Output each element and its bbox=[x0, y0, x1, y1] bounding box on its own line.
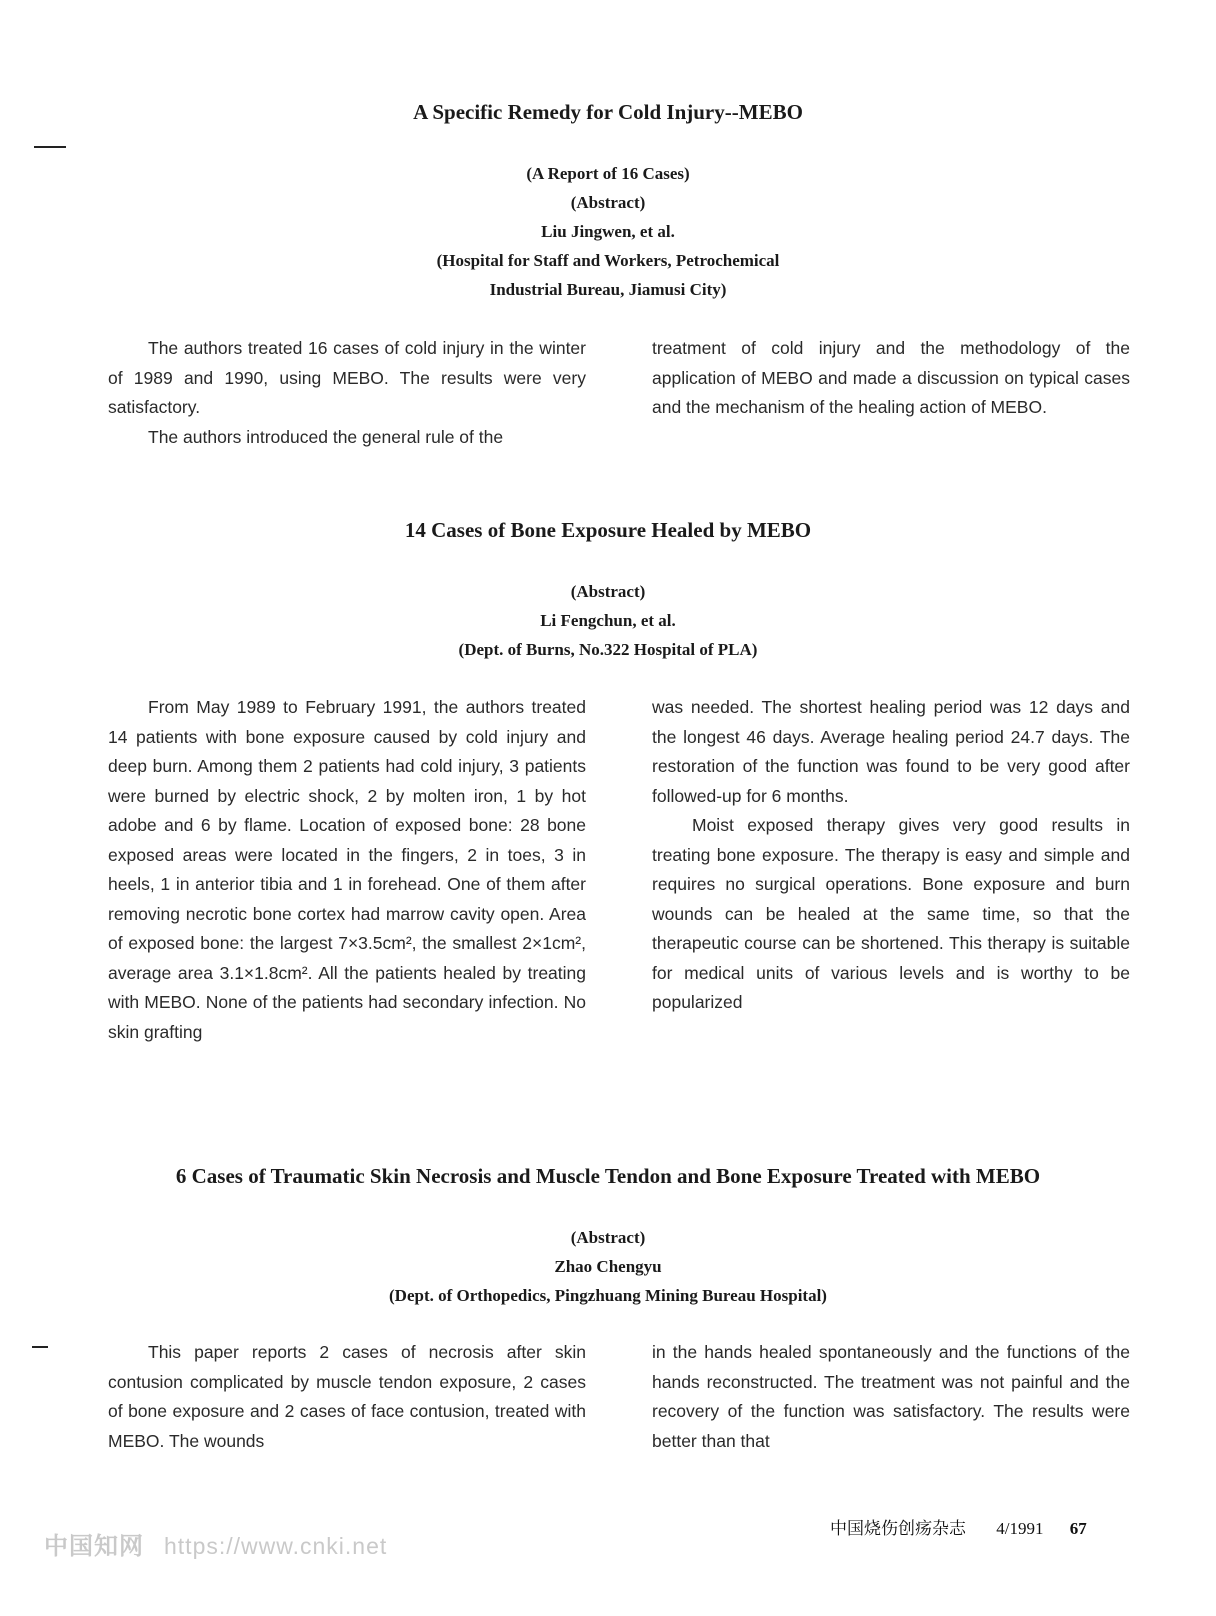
article-2-meta bbox=[0, 577, 1216, 664]
article-2-title: 14 Cases of Bone Exposure Healed by MEBO bbox=[404, 518, 812, 542]
page-number: 67 bbox=[1069, 1519, 1087, 1538]
article-1-right-column bbox=[652, 334, 1130, 423]
article-2-left-column bbox=[108, 693, 586, 1047]
article-1-author: Liu Jingwen, et al. bbox=[541, 222, 675, 241]
article-1-subtitle: (A Report of 16 Cases) bbox=[526, 164, 690, 183]
article-2-abstract-label: (Abstract) bbox=[570, 582, 646, 601]
issue-number: 4/1991 bbox=[996, 1519, 1044, 1538]
article-1-meta bbox=[0, 159, 1216, 304]
article-3-author: Zhao Chengyu bbox=[554, 1257, 662, 1276]
article-1-abstract-label: (Abstract) bbox=[570, 193, 646, 212]
article-1-affiliation-2: Industrial Bureau, Jiamusi City) bbox=[489, 280, 727, 299]
article-3-paragraph: This paper reports 2 cases of necrosis after skin contusion complicated by muscle tendon exposure, 2 cases of bone exposure and 2 cases of face contusion, treated with MEBO. The wounds bbox=[108, 1342, 586, 1451]
article-1-affiliation: (Hospital for Staff and Workers, Petrochemical bbox=[436, 251, 780, 270]
article-1-paragraph: The authors treated 16 cases of cold injury in the winter of 1989 and 1990, using MEBO. The results were very satisfactory. bbox=[108, 338, 586, 417]
article-1-title: A Specific Remedy for Cold Injury--MEBO bbox=[413, 100, 803, 124]
article-2-right-column bbox=[652, 693, 1130, 1018]
article-3-title: 6 Cases of Traumatic Skin Necrosis and Muscle Tendon and Bone Exposure Treated with MEBO bbox=[175, 1164, 1041, 1188]
cnki-url: https://www.cnki.net bbox=[164, 1533, 388, 1559]
page-footer bbox=[830, 1514, 1160, 1539]
article-2-affiliation: (Dept. of Burns, No.322 Hospital of PLA) bbox=[458, 640, 758, 659]
article-3-right-column bbox=[652, 1338, 1130, 1456]
article-1-paragraph: treatment of cold injury and the methodology of the application of MEBO and made a discussion on typical cases and the mechanism of the healing action of MEBO. bbox=[652, 338, 1130, 417]
margin-mark bbox=[34, 146, 66, 148]
article-1-left-column bbox=[108, 334, 586, 452]
article-2-paragraph: From May 1989 to February 1991, the authors treated 14 patients with bone exposure caused by cold injury and deep burn. Among them 2 patients had cold injury, 3 patients were burned by electric shock, 2 by molten iron, 1 by hot adobe and 6 by flame. Location of exposed bone: 28 bone exposed areas were located in the fingers, 2 in toes, 3 in heels, 1 in anterior tibia and 1 in forehead. One of them after removing necrotic bone cortex had marrow cavity open. Area of exposed bone: the largest 7×3.5cm², the smallest 2×1cm², average area 3.1×1.8cm². All the patients healed by treating with MEBO. None of the patients had secondary infection. No skin grafting bbox=[108, 697, 586, 1042]
margin-mark bbox=[32, 1346, 48, 1348]
article-2-author: Li Fengchun, et al. bbox=[540, 611, 676, 630]
article-2-paragraph: was needed. The shortest healing period was 12 days and the longest 46 days. Average healing period 24.7 days. The restoration of the function was found to be very good after followed-up for 6 months. bbox=[652, 697, 1130, 806]
article-3-abstract-label: (Abstract) bbox=[570, 1228, 646, 1247]
cnki-watermark bbox=[44, 1526, 387, 1561]
article-3-left-column bbox=[108, 1338, 586, 1456]
article-2-paragraph: Moist exposed therapy gives very good results in treating bone exposure. The therapy is easy and simple and requires no surgical operations. Bone exposure and burn wounds can be healed at the same time, so that the therapeutic course can be shortened. This therapy is suitable for medical units of various levels and is worthy to be popularized bbox=[652, 815, 1130, 1012]
article-3-paragraph: in the hands healed spontaneously and the functions of the hands reconstructed. The treatment was not painful and the recovery of the function was satisfactory. The results were better than that bbox=[652, 1342, 1130, 1451]
article-3-affiliation: (Dept. of Orthopedics, Pingzhuang Mining Bureau Hospital) bbox=[389, 1286, 827, 1305]
journal-name: 中国烧伤创疡杂志 bbox=[830, 1519, 966, 1538]
cnki-logo: 中国知网 bbox=[44, 1533, 144, 1560]
article-3-meta bbox=[0, 1223, 1216, 1310]
article-1-paragraph: The authors introduced the general rule of the bbox=[148, 426, 504, 447]
